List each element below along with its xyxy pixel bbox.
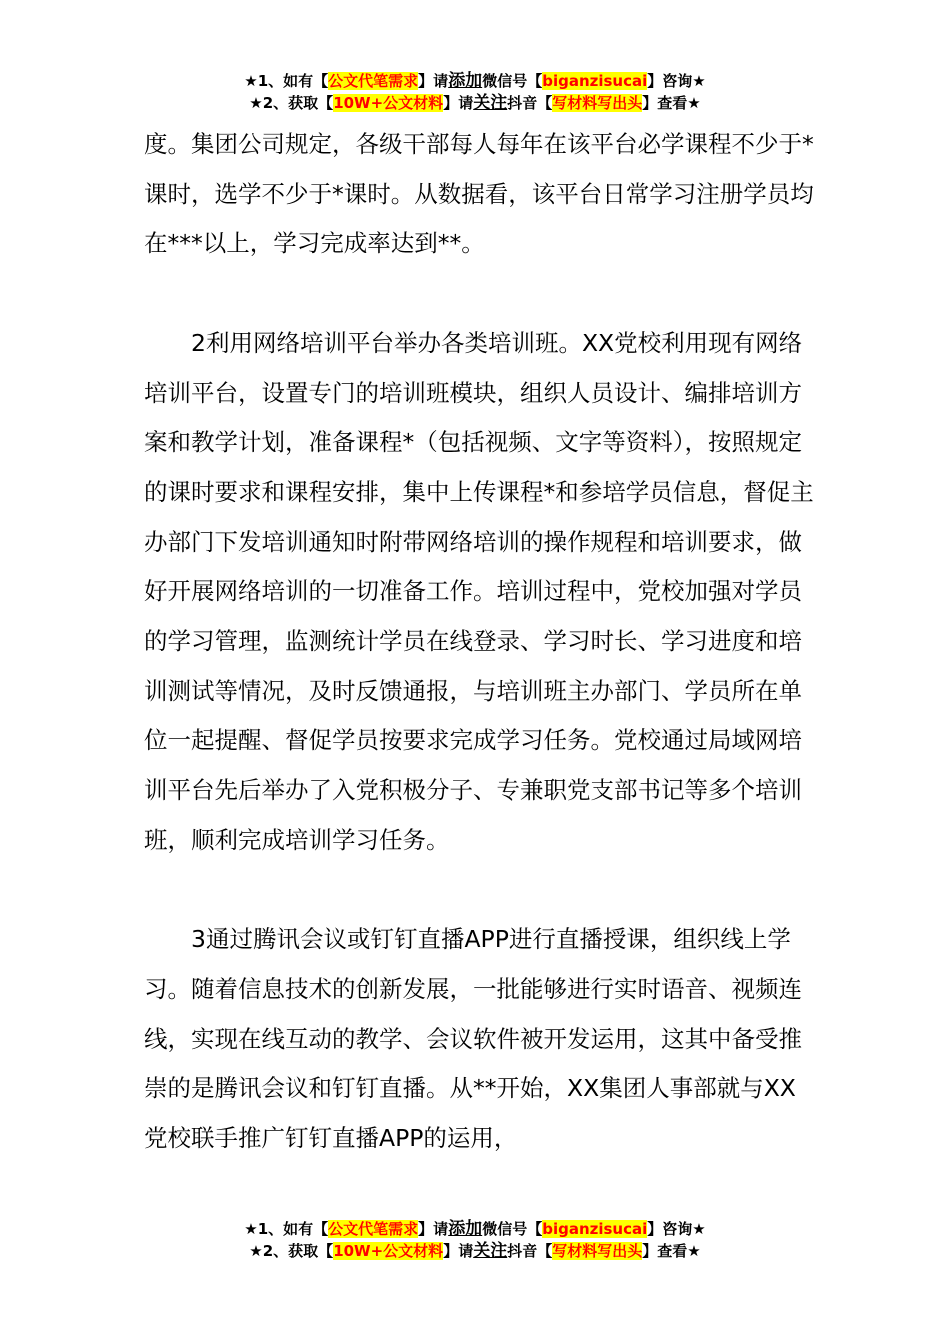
footer-line1-mid1: 】请 — [418, 1220, 449, 1238]
footer-line2-mid2: 抖音【 — [507, 1242, 553, 1260]
footer-line2-emphasis: 关注 — [473, 1241, 508, 1261]
paragraph-training-platform: 2利用网络培训平台举办各类培训班。XX党校利用现有网络培训平台，设置专门的培训班模块，组织人员设计、编排培训方案和教学计划，准备课程*（包括视频、文字等资料），按照规定的课时要求和课程安排，集中上传课程*和参培学员信息，督促主办部门下发培训通知时附带网络培训的操作规程和培训要求，做好开展网络培训的一切准备工作。培训过程中，党校加强对学员的学习管理，监测统计学员在线登录、学习时长、学习进度和培训测试等情况，及时反馈通报，与培训班主办部门、学员所在单位一起提醒、督促学员按要求完成学习任务。党校通过局域网培训平台先后举办了入党积极分子、专兼职党支部书记等多个培训班，顺利完成培训学习任务。 — [144, 328, 814, 854]
header-line1-suffix: 】咨询★ — [647, 72, 706, 90]
footer-line1-emphasis: 添加 — [448, 1219, 483, 1239]
header-line1-highlight-service: 公文代笔需求 — [328, 72, 419, 90]
header-line2-suffix: 】查看★ — [642, 94, 701, 112]
header-line1-mid1: 】请 — [418, 72, 449, 90]
paragraph-live-streaming: 3通过腾讯会议或钉钉直播APP进行直播授课，组织线上学习。随着信息技术的创新发展，一批能够进行实时语音、视频连线，实现在线互动的教学、会议软件被开发运用，这其中备受推崇的是腾讯会议和钉钉直播。从**开始，XX集团人事部就与XX党校联手推广钉钉直播APP的运用， — [144, 925, 802, 1153]
footer-line2-mid1: 】请 — [443, 1242, 474, 1260]
header-line2-prefix: ★2、获取【 — [249, 94, 334, 112]
paragraph-gap — [144, 866, 814, 916]
header-banner-line-2 — [0, 92, 950, 114]
header-line2-highlight-materials: 10W+公文材料 — [333, 94, 444, 112]
footer-line1-suffix: 】咨询★ — [647, 1220, 706, 1238]
footer-banner-line-1 — [0, 1218, 950, 1240]
footer-line2-suffix: 】查看★ — [642, 1242, 701, 1260]
header-line2-mid1: 】请 — [443, 94, 474, 112]
header-line2-emphasis: 关注 — [473, 93, 508, 113]
header-line2-highlight-douyin-account: 写材料写出头 — [552, 94, 643, 112]
footer-line2-highlight-materials: 10W+公文材料 — [333, 1242, 444, 1260]
document-body — [144, 120, 814, 1164]
footer-line1-prefix: ★1、如有【 — [244, 1220, 329, 1238]
footer-line1-highlight-wechat-id: biganzisucai — [542, 1220, 648, 1238]
paragraph-continuation: 度。集团公司规定，各级干部每人每年在该平台必学课程不少于*课时，选学不少于*课时。从数据看，该平台日常学习注册学员均在***以上，学习完成率达到**。 — [144, 130, 814, 258]
header-line1-mid2: 微信号【 — [482, 72, 543, 90]
footer-line2-highlight-douyin-account: 写材料写出头 — [552, 1242, 643, 1260]
header-banner — [0, 70, 950, 114]
footer-banner-line-2 — [0, 1240, 950, 1262]
header-line2-mid2: 抖音【 — [507, 94, 553, 112]
footer-line1-highlight-service: 公文代笔需求 — [328, 1220, 419, 1238]
header-banner-line-1 — [0, 70, 950, 92]
header-line1-prefix: ★1、如有【 — [244, 72, 329, 90]
footer-line1-mid2: 微信号【 — [482, 1220, 543, 1238]
header-line1-highlight-wechat-id: biganzisucai — [542, 72, 648, 90]
footer-banner — [0, 1218, 950, 1262]
footer-line2-prefix: ★2、获取【 — [249, 1242, 334, 1260]
paragraph-gap — [144, 269, 814, 319]
header-line1-emphasis: 添加 — [448, 71, 483, 91]
